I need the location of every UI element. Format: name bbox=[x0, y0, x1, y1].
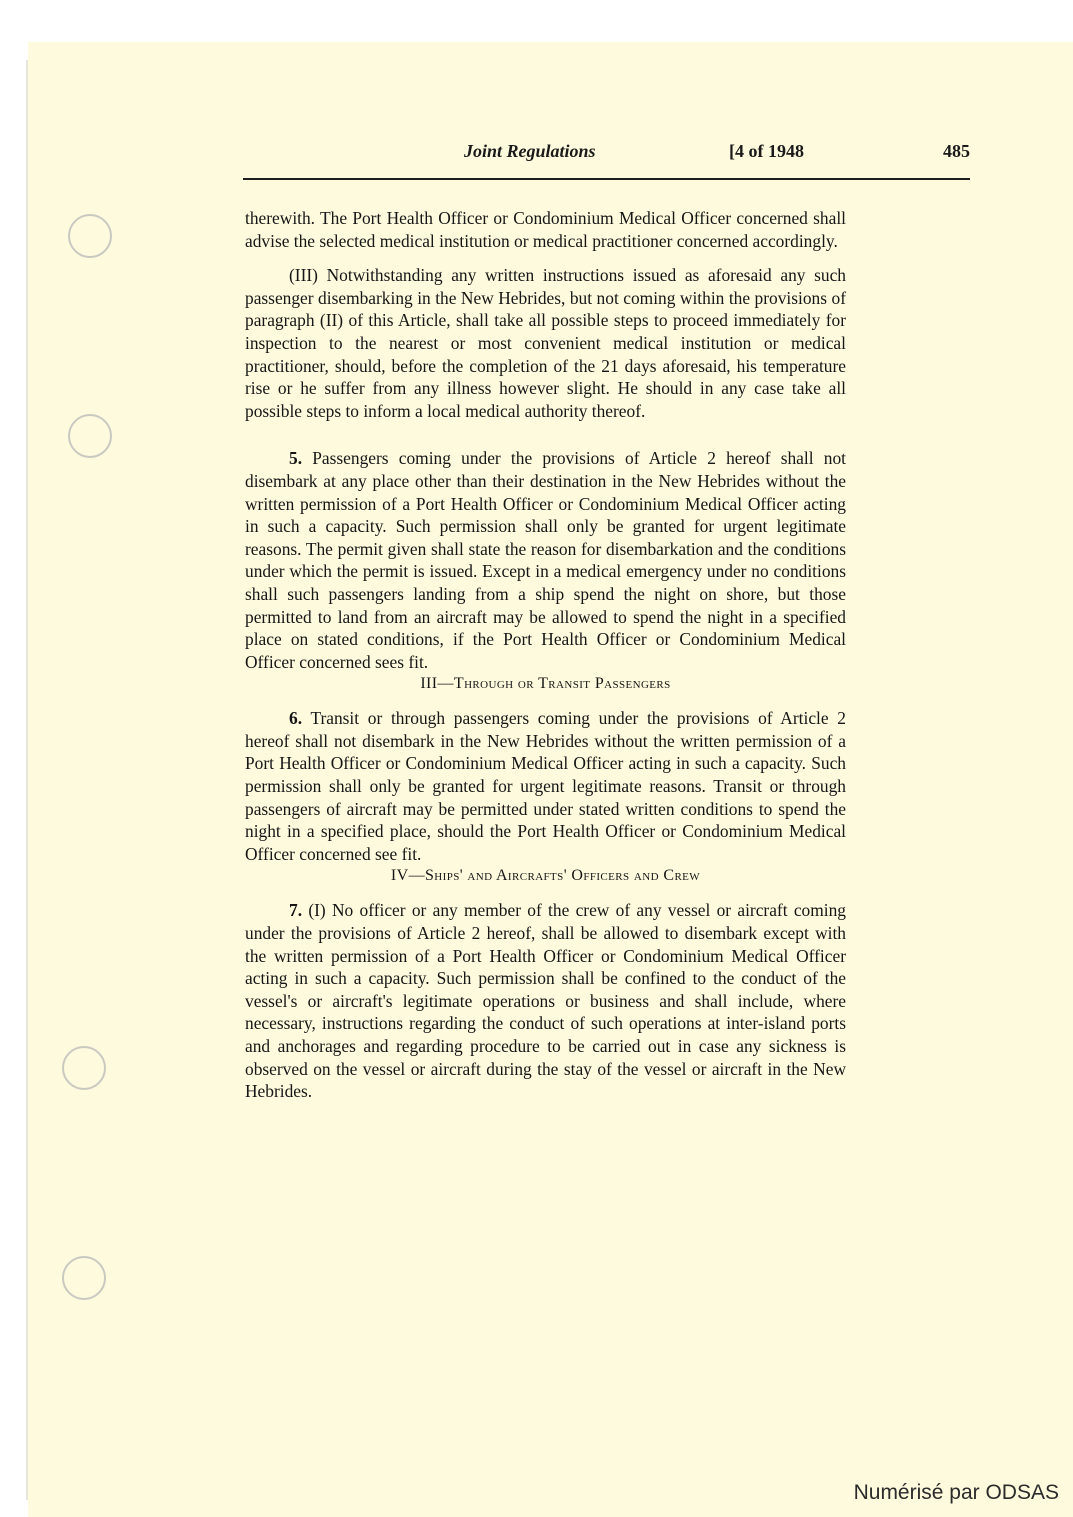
paragraph-article-7 bbox=[245, 899, 846, 1102]
binder-hole-4 bbox=[62, 1256, 106, 1300]
binder-hole-3 bbox=[62, 1046, 106, 1090]
article-number-7: 7. bbox=[289, 900, 303, 921]
section-heading-iii: III—Through or Transit Passengers bbox=[420, 675, 671, 693]
section-heading-iv: IV—Ships' and Aircrafts' Officers and Crew bbox=[390, 867, 701, 885]
binder-hole-2 bbox=[68, 414, 112, 458]
binder-hole-1 bbox=[68, 214, 112, 258]
running-header bbox=[243, 138, 970, 172]
digitization-watermark: Numérisé par ODSAS bbox=[853, 1481, 1059, 1504]
document-body bbox=[245, 207, 846, 1103]
article-6-text: Transit or through passengers coming under the provisions of Article 2 hereof shall not disembark in the New Hebrides without the written permission of a Port Health Officer or Condominium Medical Officer acting in such a capacity. Such permission shall only be granted for urgent legitimate reasons. Transit or through passengers of aircraft may be permitted under stated written conditions to spend the night in a specified place, should the Port Health Officer or Condominium Medical Officer concerned see fit. bbox=[245, 708, 846, 864]
header-title: Joint Regulations bbox=[464, 141, 596, 161]
paragraph-article-4-iii: (III) Notwithstanding any written instructions issued as aforesaid any such passenger disembarking in the New Hebrides, but not coming within the provisions of paragraph (II) of this Article, shall take all possible steps to proceed immediately for inspection to the nearest or most convenient medical institution or medical practitioner, should, before the completion of the 21 days aforesaid, his temperature rise or he suffer from any illness however slight. He should in any case take all possible steps to inform a local medical authority thereof. bbox=[245, 265, 846, 421]
header-rule bbox=[243, 178, 970, 180]
paragraph-continuation: therewith. The Port Health Officer or Condominium Medical Officer concerned shall advise the selected medical institution or medical practitioner concerned accordingly. bbox=[245, 208, 846, 251]
article-5-text: Passengers coming under the provisions of Article 2 hereof shall not disembark at any place other than their destination in the New Hebrides without the written permission of a Port Health Officer or Condominium Medical Officer acting in such a capacity. Such permission shall only be granted for urgent legitimate reasons. The permit given shall state the reason for disembarkation and the conditions under which the permit is issued. Except in a medical emergency under no conditions shall such passengers landing from a ship spend the night on shore, but those permitted to land from an aircraft may be allowed to spend the night in a specified place on stated conditions, if the Port Health Officer or Condominium Medical Officer concerned sees fit. bbox=[245, 448, 846, 672]
page-number: 485 bbox=[943, 141, 970, 161]
paragraph-article-6 bbox=[245, 707, 846, 865]
header-reference: [4 of 1948 bbox=[729, 141, 804, 161]
paragraph-article-5 bbox=[245, 447, 846, 673]
article-number-5: 5. bbox=[289, 448, 303, 469]
article-number-6: 6. bbox=[289, 708, 303, 729]
article-7-text: (I) No officer or any member of the crew of any vessel or aircraft coming under the provisions of Article 2 hereof, shall be allowed to disembark except with the written permission of a Port Health Officer or Condominium Medical Officer acting in such a capacity. Such permission shall be confined to the conduct of the vessel's or aircraft's legitimate operations or business and shall include, where necessary, instructions regarding the conduct of such operations at inter-island ports and anchorages and regarding procedure to be carried out in case any sickness is observed on the vessel or aircraft during the stay of the vessel or aircraft in the New Hebrides. bbox=[245, 900, 846, 1102]
